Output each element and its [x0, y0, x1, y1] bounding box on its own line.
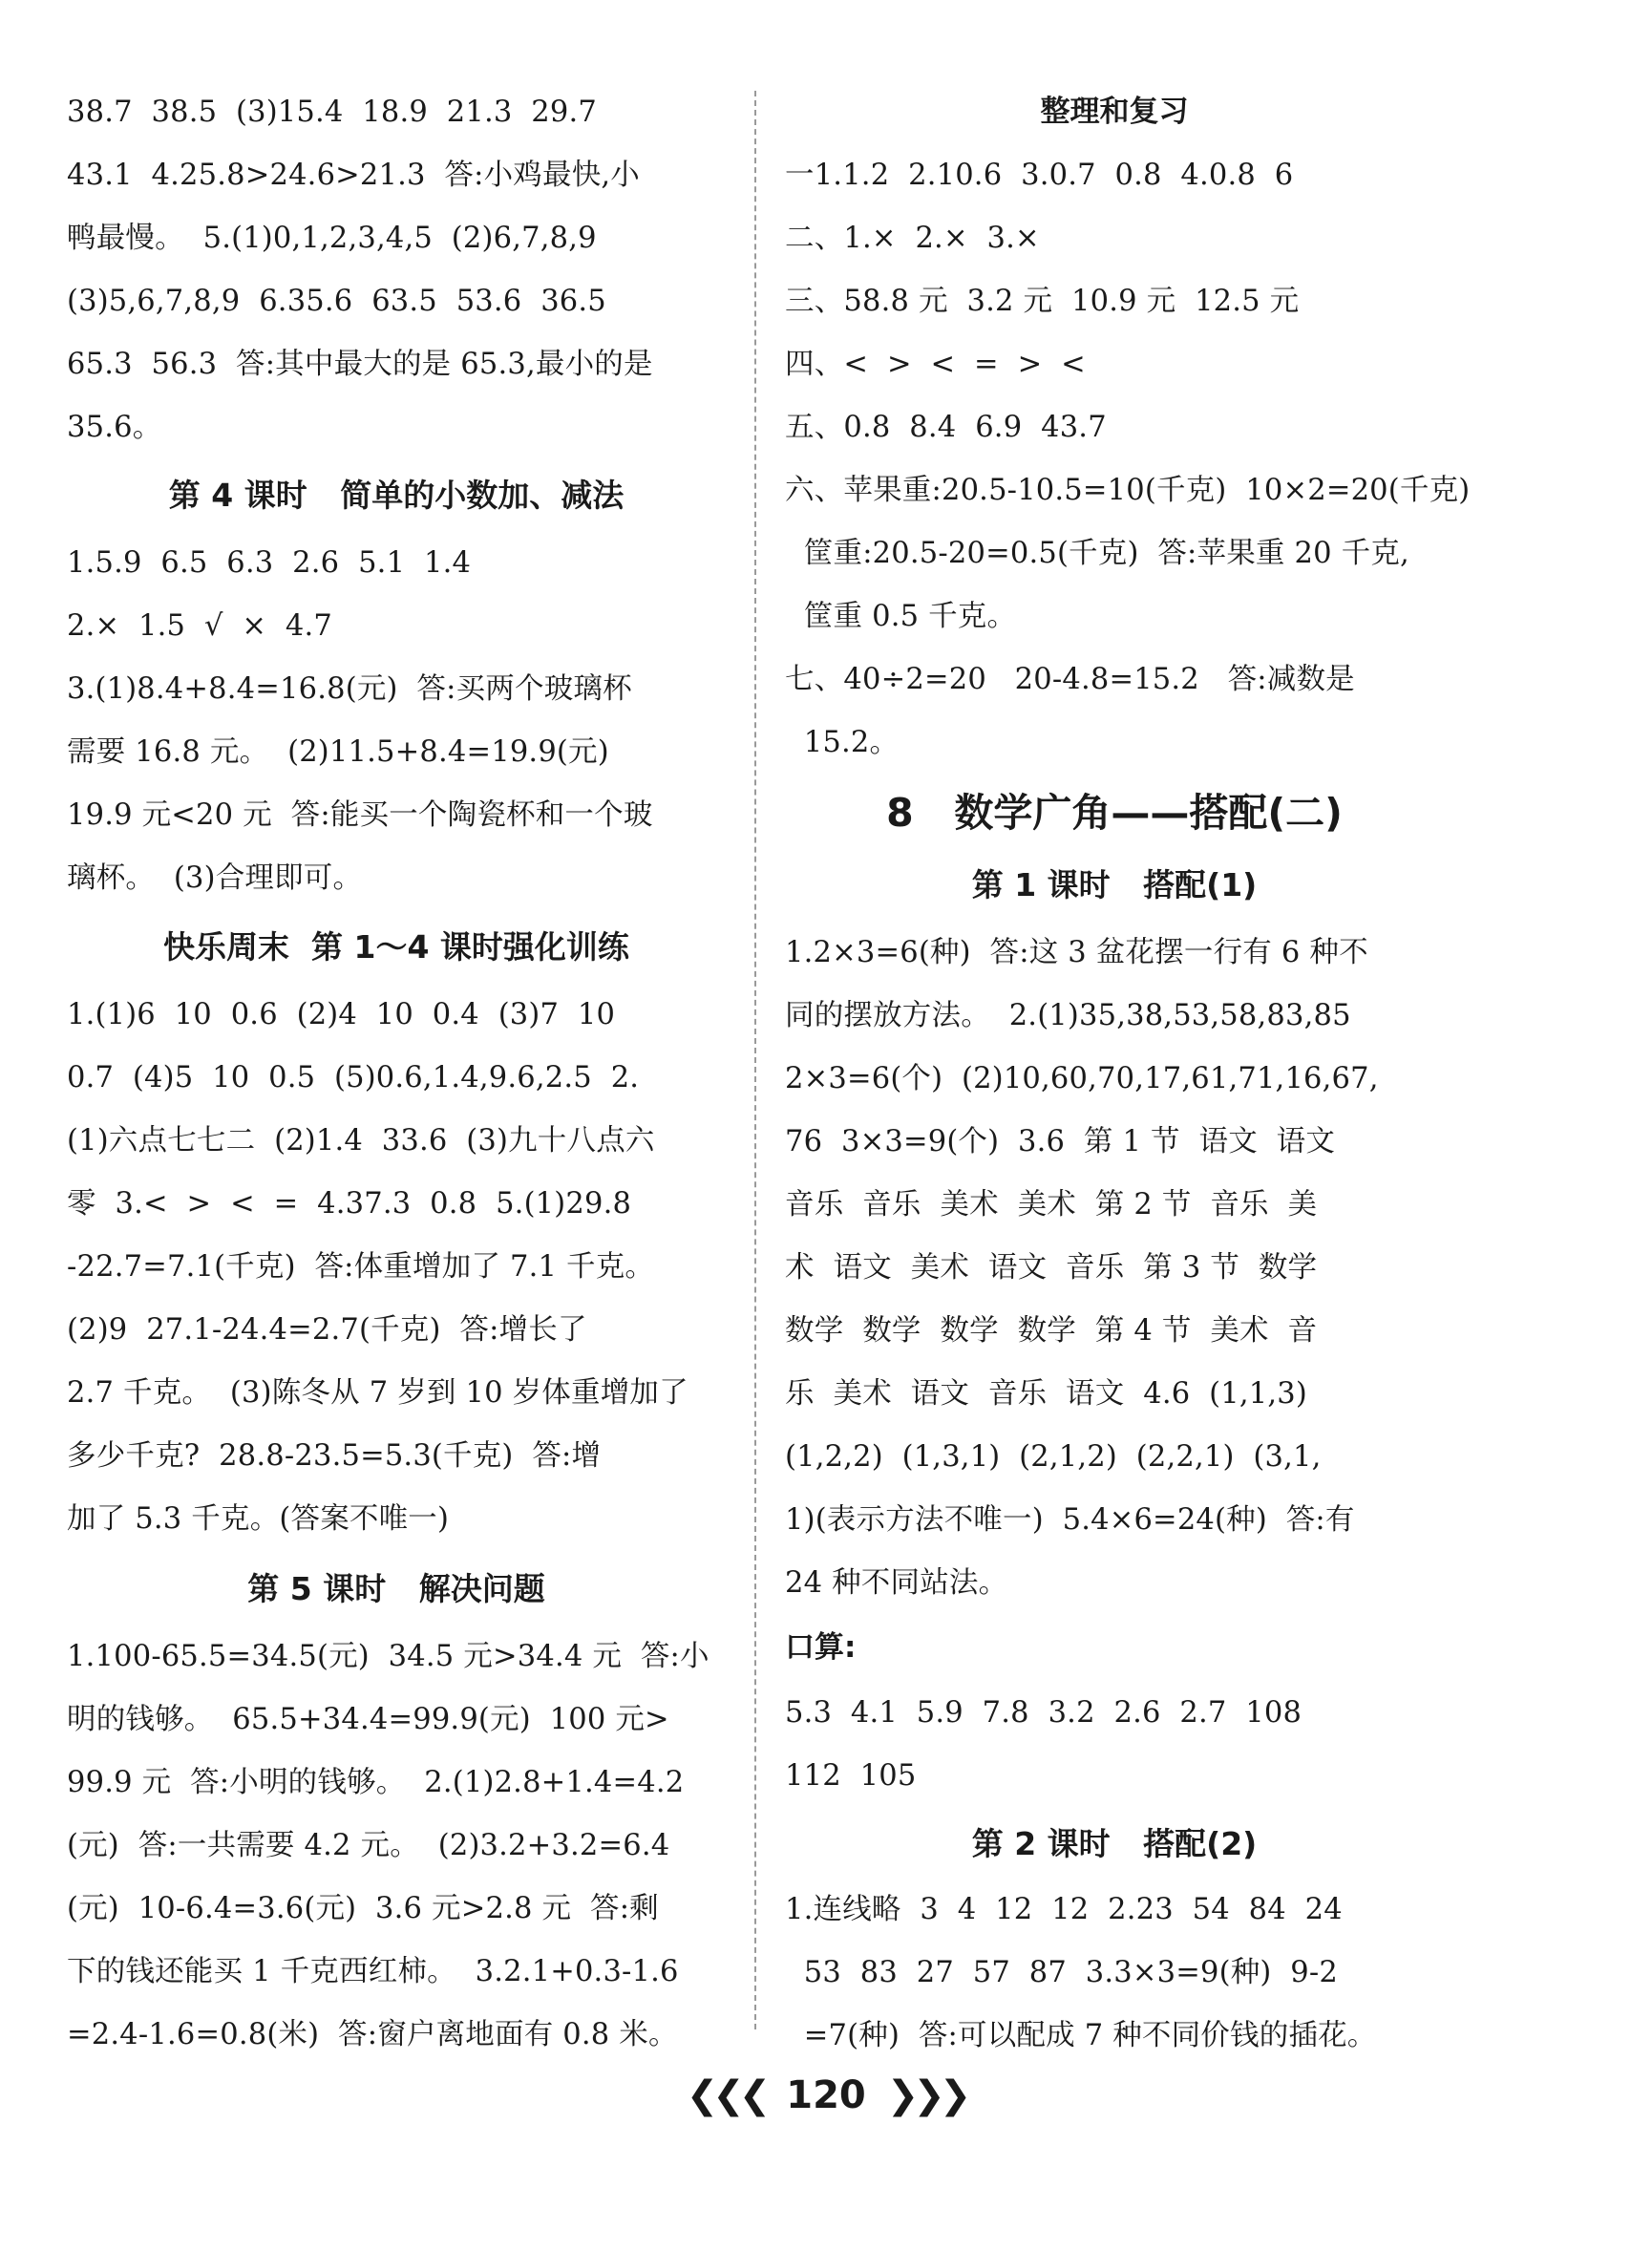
answer-line: 鸭最慢。 5.(1)0,1,2,3,4,5 (2)6,7,8,9 [67, 222, 597, 255]
answer-line: 七、40÷2=20 20-4.8=15.2 答:减数是 [785, 663, 1355, 696]
column-divider [754, 91, 756, 2029]
page-footer [0, 2072, 1652, 2118]
answer-line: 四、< > < = > < [785, 348, 1086, 381]
answer-line: 1.2×3=6(种) 答:这 3 盆花摆一行有 6 种不 [785, 936, 1368, 969]
answer-line: (1)六点七七二 (2)1.4 33.6 (3)九十八点六 [67, 1124, 655, 1158]
answer-line: 53 83 27 57 87 3.3×3=9(种) 9-2 [785, 1956, 1339, 1989]
answer-line: 1.(1)6 10 0.6 (2)4 10 0.4 (3)7 10 [67, 998, 616, 1031]
answer-line: 需要 16.8 元。 (2)11.5+8.4=19.9(元) [67, 735, 609, 769]
section-heading: 第 1 课时 搭配(1) [971, 866, 1258, 903]
answer-line: 筐重 0.5 千克。 [785, 600, 1017, 633]
answer-line: 1.连线略 3 4 12 12 2.23 54 84 24 [785, 1893, 1343, 1926]
answer-line: 15.2。 [785, 726, 900, 759]
answer-line: (2)9 27.1-24.4=2.7(千克) 答:增长了 [67, 1313, 587, 1347]
answer-line: 乐 美术 语文 音乐 语文 4.6 (1,1,3) [785, 1377, 1307, 1411]
answer-line: -22.7=7.1(千克) 答:体重增加了 7.1 千克。 [67, 1250, 655, 1284]
answer-line: 明的钱够。 65.5+34.4=99.9(元) 100 元> [67, 1703, 669, 1736]
answer-line: (1,2,2) (1,3,1) (2,1,2) (2,2,1) (3,1, [785, 1440, 1322, 1474]
answer-line: 5.3 4.1 5.9 7.8 3.2 2.6 2.7 108 [785, 1696, 1303, 1730]
answer-line: 五、0.8 8.4 6.9 43.7 [785, 411, 1107, 444]
section-heading: 快乐周末 第 1～4 课时强化训练 [163, 928, 629, 966]
section-heading: 第 2 课时 搭配(2) [971, 1825, 1258, 1862]
answer-line: 19.9 元<20 元 答:能买一个陶瓷杯和一个玻 [67, 798, 653, 832]
answer-line: 二、1.× 2.× 3.× [785, 222, 1040, 255]
answer-line: (3)5,6,7,8,9 6.35.6 63.5 53.6 36.5 [67, 285, 606, 318]
answer-line: 三、58.8 元 3.2 元 10.9 元 12.5 元 [785, 285, 1300, 318]
answer-line: 1.100-65.5=34.5(元) 34.5 元>34.4 元 答:小 [67, 1640, 710, 1673]
answer-line: 0.7 (4)5 10 0.5 (5)0.6,1.4,9.6,2.5 2. [67, 1061, 640, 1094]
section-heading: 第 4 课时 简单的小数加、减法 [168, 477, 625, 514]
answer-line: =7(种) 答:可以配成 7 种不同价钱的插花。 [785, 2019, 1377, 2052]
decorative-chevrons-left-icon: ❮❮❮ [686, 2073, 766, 2117]
answer-line: 99.9 元 答:小明的钱够。 2.(1)2.8+1.4=4.2 [67, 1766, 685, 1799]
answer-line: (元) 10-6.4=3.6(元) 3.6 元>2.8 元 答:剩 [67, 1892, 659, 1925]
page-number: 120 [786, 2073, 866, 2117]
answer-line: (元) 答:一共需要 4.2 元。 (2)3.2+3.2=6.4 [67, 1829, 670, 1862]
chapter-title: 8 数学广角——搭配(二) [886, 790, 1343, 836]
answer-line: 下的钱还能买 1 千克西红柿。 3.2.1+0.3-1.6 [67, 1955, 679, 1988]
answer-line: 筐重:20.5-20=0.5(千克) 答:苹果重 20 千克, [785, 537, 1409, 570]
decorative-chevrons-right-icon: ❯❯❯ [886, 2073, 966, 2117]
answer-line: 43.1 4.25.8>24.6>21.3 答:小鸡最快,小 [67, 159, 641, 192]
answer-line: 零 3.< > < = 4.37.3 0.8 5.(1)29.8 [67, 1187, 632, 1221]
answer-line: 音乐 音乐 美术 美术 第 2 节 音乐 美 [785, 1188, 1318, 1222]
answer-line: 3.(1)8.4+8.4=16.8(元) 答:买两个玻璃杯 [67, 672, 632, 706]
answer-line: 24 种不同站法。 [785, 1566, 1008, 1600]
answer-line: 76 3×3=9(个) 3.6 第 1 节 语文 语文 [785, 1125, 1336, 1158]
answer-line: 2×3=6(个) (2)10,60,70,17,61,71,16,67, [785, 1062, 1379, 1095]
answer-line: =2.4-1.6=0.8(米) 答:窗户离地面有 0.8 米。 [67, 2018, 678, 2051]
answer-line: 1)(表示方法不唯一) 5.4×6=24(种) 答:有 [785, 1503, 1355, 1537]
answer-line: 35.6。 [67, 411, 162, 444]
answer-line: 数学 数学 数学 数学 第 4 节 美术 音 [785, 1314, 1318, 1348]
answer-line: 112 105 [785, 1759, 917, 1793]
section-heading: 口算: [785, 1630, 857, 1665]
section-heading: 整理和复习 [1040, 95, 1189, 129]
answer-line: 同的摆放方法。 2.(1)35,38,53,58,83,85 [785, 999, 1351, 1032]
answer-line: 2.× 1.5 √ × 4.7 [67, 609, 333, 643]
answer-line: 术 语文 美术 语文 音乐 第 3 节 数学 [785, 1251, 1318, 1285]
answer-line: 璃杯。 (3)合理即可。 [67, 861, 363, 895]
answer-line: 加了 5.3 千克。(答案不唯一) [67, 1502, 450, 1536]
answer-line: 六、苹果重:20.5-10.5=10(千克) 10×2=20(千克) [785, 474, 1471, 507]
answer-line: 38.7 38.5 (3)15.4 18.9 21.3 29.7 [67, 96, 598, 129]
answer-line: 2.7 千克。 (3)陈冬从 7 岁到 10 岁体重增加了 [67, 1376, 688, 1410]
answer-line: 多少千克? 28.8-23.5=5.3(千克) 答:增 [67, 1439, 602, 1473]
answer-line: 一1.1.2 2.10.6 3.0.7 0.8 4.0.8 6 [785, 159, 1294, 192]
answer-line: 65.3 56.3 答:其中最大的是 65.3,最小的是 [67, 348, 653, 381]
answer-line: 1.5.9 6.5 6.3 2.6 5.1 1.4 [67, 546, 472, 580]
section-heading: 第 5 课时 解决问题 [247, 1570, 545, 1607]
